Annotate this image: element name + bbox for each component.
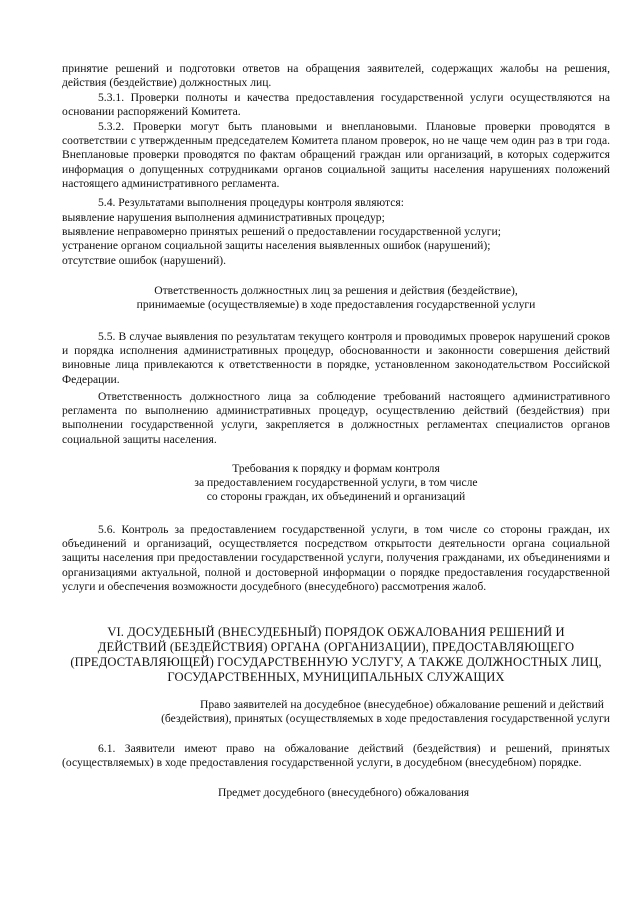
heading-right-to-appeal [62,698,610,726]
paragraph-6-1: 6.1. Заявители имеют право на обжалование действий (бездействия) и решений, принятых (осуществляемых) в ходе предоставления государственной услуги, в досудебном (внесудебном) порядке. [62,742,610,770]
section-title-line: VI. ДОСУДЕБНЫЙ (ВНЕСУДЕБНЫЙ) ПОРЯДОК ОБЖАЛОВАНИЯ РЕШЕНИЙ И [107,625,565,639]
section-title-line: ДЕЙСТВИЙ (БЕЗДЕЙСТВИЯ) ОРГАНА (ОРГАНИЗАЦИИ), ПРЕДОСТАВЛЯЮЩЕГО [97,640,575,654]
paragraph-5-6: 5.6. Контроль за предоставлением государственной услуги, в том числе со стороны граждан, их объединений и организаций, осуществляется посредством открытости деятельности органа социальной защиты населения при предоставлении государственной услуги, получения гражданами, их объединениями и организациями актуальной, полной и достоверной информации о порядке предоставления государственной услуги и обеспечения возможности досудебного (внесудебного) рассмотрения жалоб. [62,523,610,593]
list-item: отсутствие ошибок (нарушений). [62,253,227,267]
heading-line: принимаемые (осуществляемые) в ходе предоставления государственной услуги [136,298,536,312]
section-vi-title [62,625,610,685]
paragraph-5-4: 5.4. Результатами выполнения процедуры контроля являются: [98,196,404,209]
list-item: выявление нарушения выполнения административных процедур; [62,211,385,224]
paragraph-responsibility: Ответственность должностного лица за соблюдение требований настоящего административного регламента по выполнению административных процедур, осуществлению действий (бездействия) при выполнении государственной услуги, закрепляется в должностных регламентах специалистов органов социальной защиты населения. [62,390,610,446]
heading-line: за предоставлением государственной услуги, в том числе [194,476,478,490]
heading-control-requirements [62,462,610,505]
paragraph-intro: принятие решений и подготовки ответов на обращения заявителей, содержащих жалобы на решения, действия (бездействие) должностных лиц. [62,62,610,90]
heading-subject-of-appeal: Предмет досудебного (внесудебного) обжалования [218,786,470,799]
heading-line: Ответственность должностных лиц за решения и действия (бездействие), [154,284,518,297]
list-item: устранение органом социальной защиты населения выявленных ошибок (нарушений); [62,239,491,253]
paragraph-5-3-1: 5.3.1. Проверки полноты и качества предоставления государственной услуги осуществляются на основании распоряжений Комитета. [62,91,610,119]
section-title-line: (ПРЕДОСТАВЛЯЮЩЕЙ) ГОСУДАРСТВЕННУЮ УСЛУГУ, А ТАКЖЕ ДОЛЖНОСТНЫХ ЛИЦ, [70,655,602,669]
heading-responsibility [62,284,610,312]
paragraph-5-5: 5.5. В случае выявления по результатам текущего контроля и проводимых проверок нарушений сроков и порядка исполнения административных процедур, обоснованности и законности совершения действий виновные лица привлекаются к ответственности в порядке, установленном законодательством Российской Федерации. [62,330,610,386]
section-title-line: ГОСУДАРСТВЕННЫХ, МУНИЦИПАЛЬНЫХ СЛУЖАЩИХ [167,670,505,684]
heading-line: (бездействия), принятых (осуществляемых в ходе предоставления государственной услуги [161,712,610,726]
heading-line: Требования к порядку и формам контроля [232,462,440,475]
control-results-list [62,211,610,268]
paragraph-5-3-2: 5.3.2. Проверки могут быть плановыми и внеплановыми. Плановые проверки проводятся в соответствии с утвержденным председателем Комитета планом проверок, но не чаще чем один раз в три года. Внеплановые проверки проводятся по фактам обращений граждан или организаций, в которых содержится информация о допущенных сотрудниками органов социальной защиты населения нарушениях положений настоящего административного регламента. [62,120,610,190]
list-item: выявление неправомерно принятых решений о предоставлении государственной услуги; [62,225,501,239]
heading-line: со стороны граждан, их объединений и организаций [206,490,466,504]
heading-line: Право заявителей на досудебное (внесудебное) обжалование решений и действий [200,698,604,711]
